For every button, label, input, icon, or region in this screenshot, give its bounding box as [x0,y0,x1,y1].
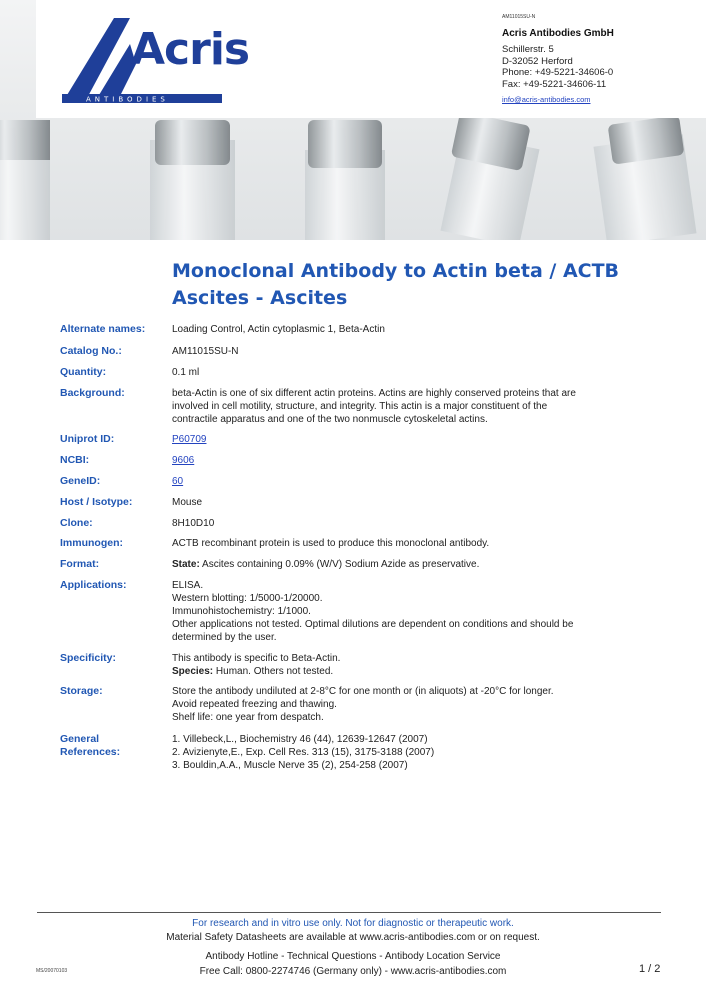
field-value [172,387,652,426]
field-label: Host / Isotype: [60,496,133,508]
field-value [172,579,652,644]
doc-code: AM11015SU-N [502,14,536,20]
field-label: Clone: [60,517,93,529]
field-label: NCBI: [60,454,90,466]
background-line: involved in cell motility, structure, and integrity. This actin is a major constituent of the [172,401,548,412]
field-label: Storage: [60,685,103,697]
logo-area [36,0,496,118]
uniprot-link[interactable]: P60709 [172,434,207,445]
applications-line: determined by the user. [172,632,277,643]
field-label: Applications: [60,579,127,591]
address-fax: Fax: +49-5221-34606-11 [502,79,607,90]
email-link[interactable]: info@acris-antibodies.com [502,95,591,104]
reference-item: 2. Avizienyte,E., Exp. Cell Res. 313 (15), 3175-3188 (2007) [172,747,435,758]
field-label: Alternate names: [60,323,146,335]
storage-line: Avoid repeated freezing and thawing. [172,699,337,710]
field-value [172,685,652,724]
footer-freecall: Free Call: 0800-2274746 (Germany only) - www.acris-antibodies.com [199,966,507,977]
species-value: Human. Others not tested. [213,666,334,677]
footer-notice: For research and in vitro use only. Not for diagnostic or therapeutic work. [192,918,514,929]
applications-line: ELISA. [172,580,204,591]
logo-subtitle: ANTIBODIES [86,95,169,104]
gene-id-link[interactable]: 60 [172,476,184,487]
footer-divider [37,912,661,913]
acris-logo [56,4,256,114]
footer-hotline: Antibody Hotline - Technical Questions - Antibody Location Service [205,951,501,962]
background-line: contractile apparatus and one of the two nonmuscle cytoskeletal actins. [172,414,488,425]
reference-item: 3. Bouldin,A.A., Muscle Nerve 35 (2), 254-258 (2007) [172,760,408,771]
applications-line: Immunohistochemistry: 1/1000. [172,606,311,617]
field-value: ACTB recombinant protein is used to produce this monoclonal antibody. [172,538,490,549]
field-label [60,733,170,759]
applications-line: Western blotting: 1/5000-1/20000. [172,593,323,604]
applications-line: Other applications not tested. Optimal dilutions are dependent on conditions and should be [172,619,574,630]
reference-item: 1. Villebeck,L., Biochemistry 46 (44), 12639-12647 (2007) [172,734,428,745]
company-name: Acris Antibodies GmbH [502,28,614,39]
storage-line: Shelf life: one year from despatch. [172,712,324,723]
specificity-line: This antibody is specific to Beta-Actin. [172,653,341,664]
storage-line: Store the antibody undiluted at 2-8°C for one month or (in aliquots) at -20°C for longer. [172,686,554,697]
page-title [172,258,672,312]
field-value: Loading Control, Actin cytoplasmic 1, Beta-Actin [172,324,385,335]
field-value: Mouse [172,497,203,508]
company-address [495,0,706,118]
field-value [172,733,652,772]
field-label: Quantity: [60,366,107,378]
references-label-1: General [60,733,100,745]
species-label: Species: [172,666,214,677]
field-label: Background: [60,387,125,399]
format-state-value: Ascites containing 0.09% (W/V) Sodium Azide as preservative. [199,559,480,570]
address-street: Schillerstr. 5 [502,44,554,55]
format-state-label: State: [172,559,200,570]
field-value [172,558,652,571]
field-value: 8H10D10 [172,518,215,529]
field-label: GeneID: [60,475,101,487]
field-label: Immunogen: [60,537,123,549]
field-label: Format: [60,558,100,570]
title-line-1: Monoclonal Antibody to Actin beta / ACTB [172,260,620,282]
footer-code: MS/20070103 [36,968,68,974]
footer-msds: Material Safety Datasheets are available at www.acris-antibodies.com or on request. [166,932,540,943]
background-line: beta-Actin is one of six different actin proteins. Actins are highly conserved proteins that are [172,388,576,399]
address-phone: Phone: +49-5221-34606-0 [502,67,614,78]
field-label: Uniprot ID: [60,433,115,445]
references-label-2: References: [60,746,121,758]
field-label: Catalog No.: [60,345,122,357]
title-line-2: Ascites - Ascites [172,287,348,309]
logo-wordmark: Acris [131,24,250,75]
field-value: AM11015SU-N [172,346,239,357]
field-label: Specificity: [60,652,117,664]
field-value: 0.1 ml [172,367,200,378]
field-value [172,652,652,678]
ncbi-link[interactable]: 9606 [172,455,195,466]
specificity-species [172,665,652,678]
page-number: 1 / 2 [639,963,661,975]
address-city: D-32052 Herford [502,56,573,67]
